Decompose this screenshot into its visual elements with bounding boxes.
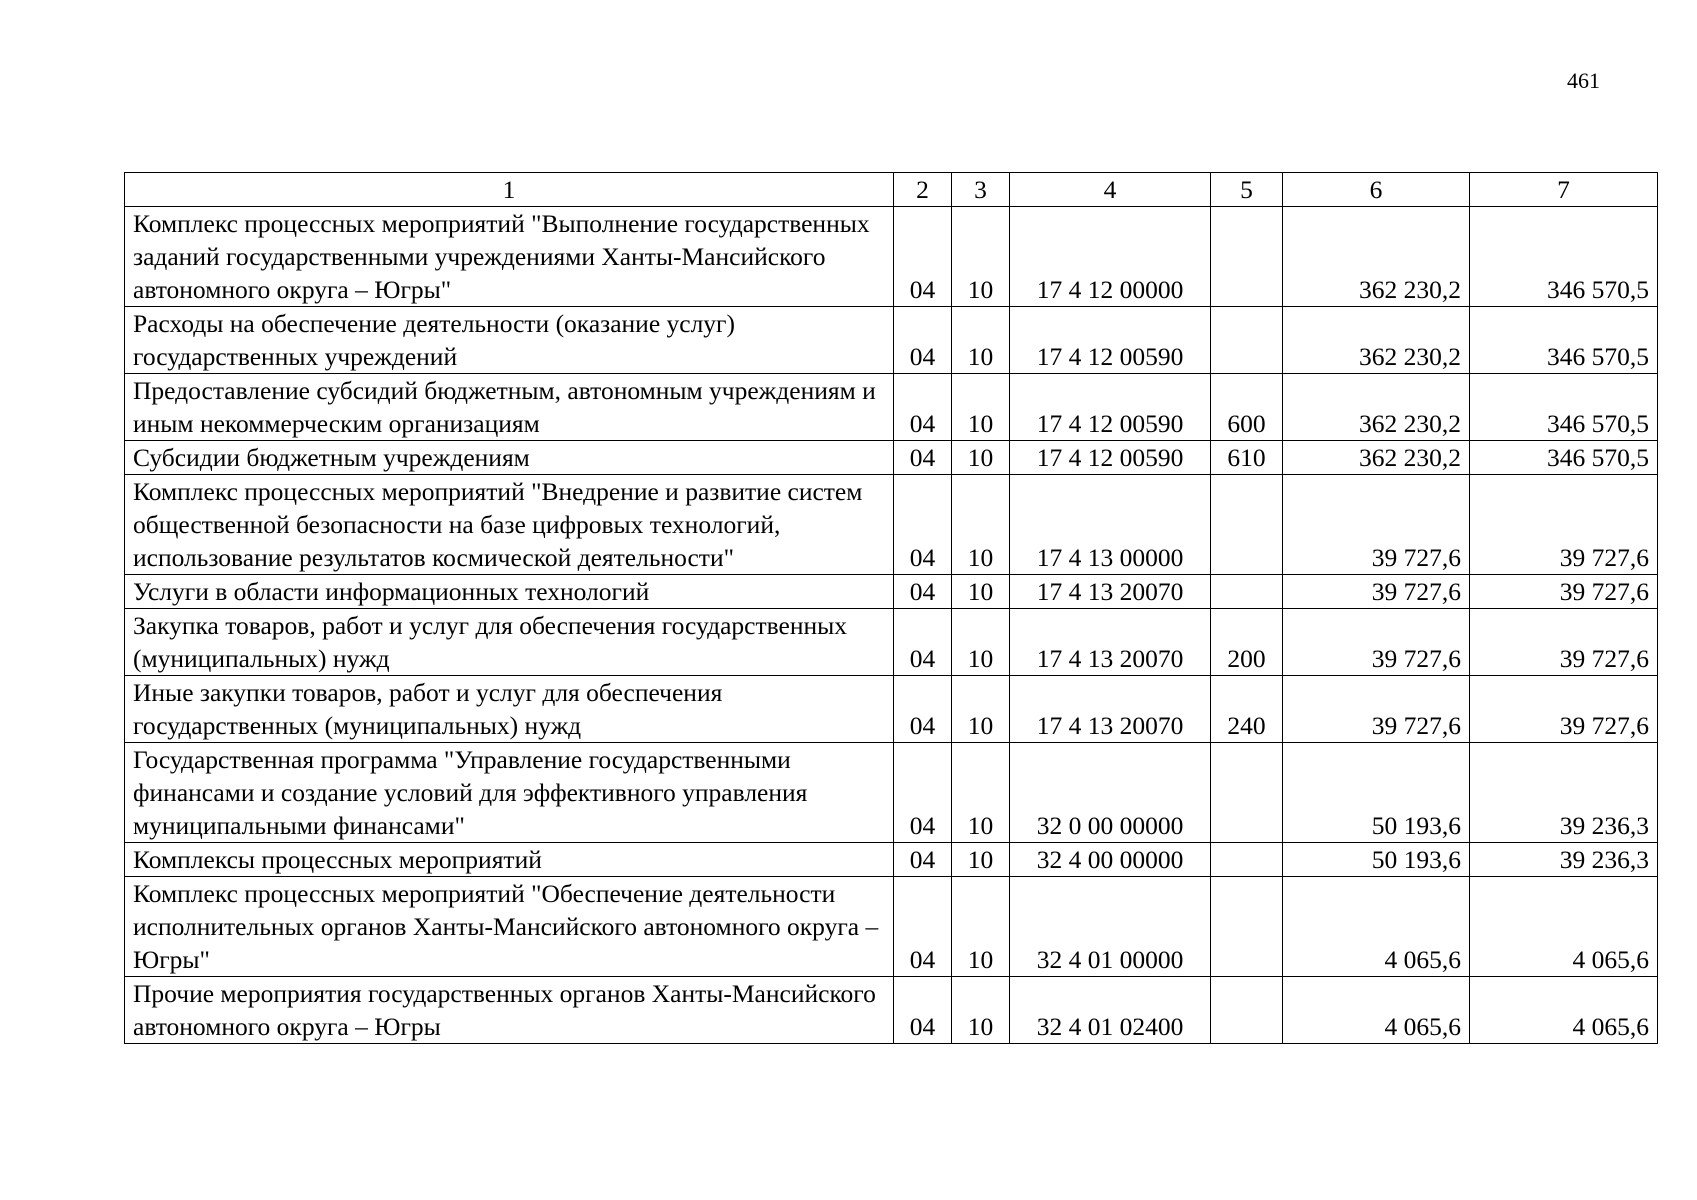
table-row [125,743,1658,843]
cell-section: 04 [894,843,952,877]
table-row [125,609,1658,676]
cell-section: 04 [894,441,952,475]
cell-section: 04 [894,575,952,609]
cell-subsection: 10 [952,977,1010,1044]
cell-name: Субсидии бюджетным учреждениям [125,441,894,475]
cell-kind: 240 [1211,676,1283,743]
cell-subsection: 10 [952,475,1010,575]
cell-sum-2: 346 570,5 [1470,441,1658,475]
cell-name: Комплексы процессных мероприятий [125,843,894,877]
column-header-subsection: 3 [952,173,1010,207]
table-row [125,977,1658,1044]
cell-subsection: 10 [952,877,1010,977]
cell-sum-1: 39 727,6 [1283,575,1470,609]
cell-code: 17 4 13 20070 [1010,609,1211,676]
cell-subsection: 10 [952,609,1010,676]
cell-sum-2: 39 727,6 [1470,676,1658,743]
cell-subsection: 10 [952,575,1010,609]
column-header-code: 4 [1010,173,1211,207]
cell-subsection: 10 [952,207,1010,307]
cell-subsection: 10 [952,676,1010,743]
cell-kind [1211,307,1283,374]
cell-code: 17 4 12 00590 [1010,441,1211,475]
column-header-sum-2: 7 [1470,173,1658,207]
cell-sum-2: 39 236,3 [1470,743,1658,843]
cell-sum-2: 4 065,6 [1470,877,1658,977]
cell-name: Иные закупки товаров, работ и услуг для обеспечения государственных (муниципальных) нужд [125,676,894,743]
cell-section: 04 [894,307,952,374]
cell-kind: 200 [1211,609,1283,676]
cell-code: 17 4 12 00590 [1010,307,1211,374]
cell-kind [1211,977,1283,1044]
page-number: 461 [1567,68,1600,93]
cell-code: 17 4 12 00000 [1010,207,1211,307]
table-row [125,843,1658,877]
cell-code: 32 4 00 00000 [1010,843,1211,877]
cell-sum-2: 39 727,6 [1470,575,1658,609]
budget-table [124,172,1658,1044]
column-header-section: 2 [894,173,952,207]
cell-sum-1: 362 230,2 [1283,207,1470,307]
cell-name: Расходы на обеспечение деятельности (оказание услуг) государственных учреждений [125,307,894,374]
column-header-name: 1 [125,173,894,207]
cell-kind [1211,207,1283,307]
cell-name: Комплекс процессных мероприятий "Выполнение государственных заданий государственными учреждениями Ханты-Мансийского автономного округа – Югры" [125,207,894,307]
cell-subsection: 10 [952,843,1010,877]
table-row [125,475,1658,575]
cell-code: 32 4 01 00000 [1010,877,1211,977]
cell-subsection: 10 [952,441,1010,475]
cell-section: 04 [894,676,952,743]
cell-sum-1: 362 230,2 [1283,307,1470,374]
cell-code: 17 4 13 20070 [1010,575,1211,609]
cell-kind [1211,877,1283,977]
cell-sum-1: 4 065,6 [1283,977,1470,1044]
cell-kind: 600 [1211,374,1283,441]
cell-name: Прочие мероприятия государственных органов Ханты-Мансийского автономного округа – Югры [125,977,894,1044]
cell-section: 04 [894,743,952,843]
cell-sum-2: 39 727,6 [1470,475,1658,575]
table-row [125,877,1658,977]
cell-section: 04 [894,609,952,676]
header-row [125,173,1658,207]
cell-sum-1: 362 230,2 [1283,441,1470,475]
cell-subsection: 10 [952,374,1010,441]
cell-sum-1: 39 727,6 [1283,475,1470,575]
cell-sum-2: 39 236,3 [1470,843,1658,877]
cell-sum-2: 346 570,5 [1470,307,1658,374]
cell-name: Предоставление субсидий бюджетным, автономным учреждениям и иным некоммерческим организациям [125,374,894,441]
cell-sum-1: 50 193,6 [1283,743,1470,843]
cell-sum-1: 4 065,6 [1283,877,1470,977]
cell-code: 17 4 13 00000 [1010,475,1211,575]
cell-sum-1: 50 193,6 [1283,843,1470,877]
cell-kind [1211,475,1283,575]
cell-name: Закупка товаров, работ и услуг для обеспечения государственных (муниципальных) нужд [125,609,894,676]
cell-subsection: 10 [952,743,1010,843]
table-row [125,207,1658,307]
cell-name: Комплекс процессных мероприятий "Внедрение и развитие систем общественной безопасности на базе цифровых технологий, использование результатов космической деятельности" [125,475,894,575]
cell-kind [1211,843,1283,877]
column-header-kind: 5 [1211,173,1283,207]
cell-code: 17 4 12 00590 [1010,374,1211,441]
cell-sum-2: 346 570,5 [1470,374,1658,441]
cell-sum-2: 39 727,6 [1470,609,1658,676]
table-row [125,307,1658,374]
cell-section: 04 [894,374,952,441]
cell-sum-1: 39 727,6 [1283,609,1470,676]
cell-section: 04 [894,475,952,575]
cell-code: 32 0 00 00000 [1010,743,1211,843]
cell-sum-2: 346 570,5 [1470,207,1658,307]
table-row [125,374,1658,441]
column-header-sum-1: 6 [1283,173,1470,207]
cell-kind [1211,743,1283,843]
cell-section: 04 [894,977,952,1044]
table-row [125,575,1658,609]
cell-kind [1211,575,1283,609]
cell-name: Комплекс процессных мероприятий "Обеспечение деятельности исполнительных органов Ханты-Мансийского автономного округа – Югры" [125,877,894,977]
cell-sum-1: 39 727,6 [1283,676,1470,743]
cell-code: 17 4 13 20070 [1010,676,1211,743]
table-row [125,676,1658,743]
cell-name: Государственная программа "Управление государственными финансами и создание условий для эффективного управления муниципальными финансами" [125,743,894,843]
cell-section: 04 [894,207,952,307]
cell-kind: 610 [1211,441,1283,475]
cell-code: 32 4 01 02400 [1010,977,1211,1044]
cell-sum-2: 4 065,6 [1470,977,1658,1044]
cell-sum-1: 362 230,2 [1283,374,1470,441]
cell-subsection: 10 [952,307,1010,374]
table-row [125,441,1658,475]
cell-name: Услуги в области информационных технологий [125,575,894,609]
cell-section: 04 [894,877,952,977]
